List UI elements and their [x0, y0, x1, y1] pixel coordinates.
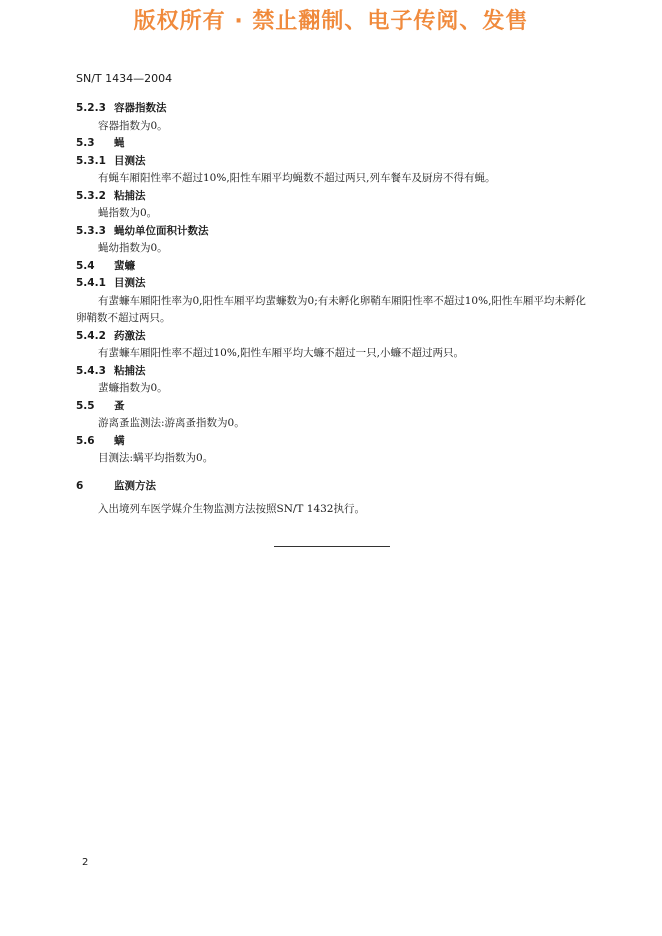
section-heading — [76, 153, 596, 171]
section-number: 5.3.1 — [76, 154, 106, 167]
section-title: 监测方法 — [114, 479, 156, 492]
section-text: 容器指数为0。 — [98, 119, 168, 132]
section-title: 蜚蠊 — [114, 259, 135, 272]
section-title: 蝇 — [114, 137, 125, 149]
section-title: 目测法 — [114, 154, 146, 167]
standard-code: SN/T 1434—2004 — [76, 72, 173, 85]
section-number: 5.6 — [76, 434, 95, 447]
section-number: 5.4.3 — [76, 364, 106, 377]
section-heading — [76, 135, 596, 153]
section-title: 粘捕法 — [114, 364, 146, 377]
section-heading — [76, 328, 596, 346]
section-number: 5.5 — [76, 399, 95, 412]
section-text: 有蝇车厢阳性率不超过10%,阳性车厢平均蝇数不超过两只,列车餐车及厨房不得有蝇。 — [98, 172, 496, 184]
section-title: 螨 — [114, 434, 125, 447]
section-text: 蝇幼指数为0。 — [98, 242, 168, 254]
section-number: 5.3.3 — [76, 224, 106, 237]
section-title: 蝇幼单位面积计数法 — [114, 224, 209, 237]
section-title: 容器指数法 — [114, 102, 167, 114]
page-number: 2 — [82, 857, 89, 868]
section-title: 粘捕法 — [114, 189, 146, 202]
section-heading — [76, 478, 596, 496]
section-text: 入出境列车医学媒介生物监测方法按照SN/T 1432执行。 — [98, 503, 365, 515]
section-heading — [76, 433, 596, 451]
section-number: 5.3.2 — [76, 189, 106, 202]
section-number: 5.4.1 — [76, 277, 106, 289]
section-text: 蝇指数为0。 — [98, 207, 158, 219]
section-heading — [76, 188, 596, 206]
section-heading — [76, 363, 596, 381]
section-title: 蚤 — [114, 399, 125, 412]
section-number: 6 — [76, 479, 84, 492]
section-heading — [76, 223, 596, 241]
section-text: 有蜚蠊车厢阳性率为0,阳性车厢平均蜚蠊数为0;有未孵化卵鞘车厢阳性率不超过10%,阳性车厢平均未孵化卵鞘数不超过两只。 — [76, 294, 586, 324]
section-number: 5.4 — [76, 259, 95, 272]
section-title: 目测法 — [114, 277, 146, 289]
end-rule — [274, 546, 390, 547]
section-title: 药激法 — [114, 329, 146, 342]
section-number: 5.2.3 — [76, 102, 106, 114]
section-text: 有蜚蠊车厢阳性率不超过10%,阳性车厢平均大蠊不超过一只,小蠊不超过两只。 — [98, 347, 465, 359]
section-heading — [76, 398, 596, 416]
section-text: 游离蚤监测法:游离蚤指数为0。 — [98, 417, 245, 429]
section-heading — [76, 100, 596, 118]
section-number: 5.3 — [76, 137, 95, 149]
section-text: 目测法:螨平均指数为0。 — [98, 452, 214, 464]
document-body — [76, 100, 596, 519]
section-heading — [76, 258, 596, 276]
section-text: 蜚蠊指数为0。 — [98, 382, 168, 394]
section-heading — [76, 275, 596, 293]
copyright-banner: 版权所有 · 禁止翻制、电子传阅、发售 — [133, 9, 529, 34]
section-number: 5.4.2 — [76, 329, 106, 342]
